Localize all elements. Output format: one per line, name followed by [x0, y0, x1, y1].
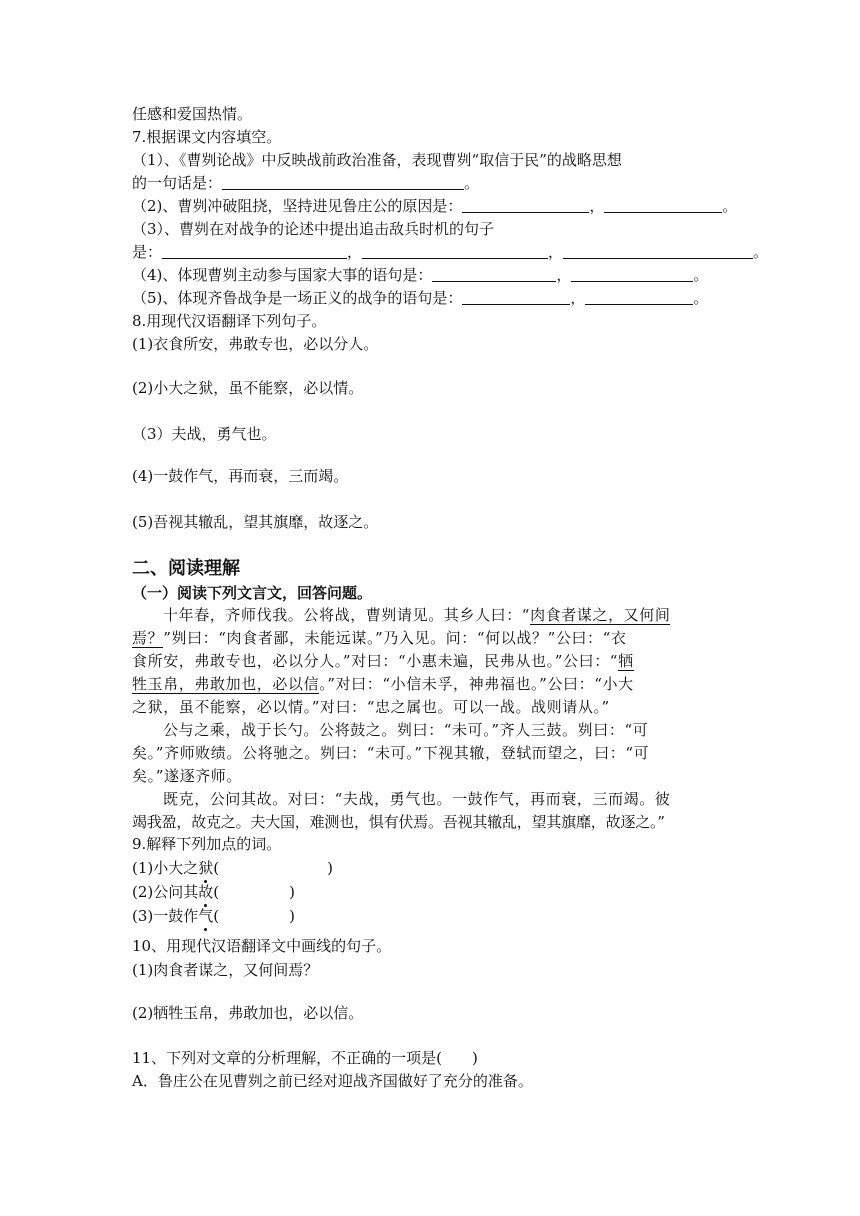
answer-blank[interactable]	[585, 289, 693, 305]
question-7-3-text: （3）、曹刿在对战争的论述中提出追击敌兵时机的句子	[132, 220, 495, 238]
passage-line: 矣。”齐师败绩。公将驰之。刿曰：“未可。”下视其辙，登轼而望之，曰：“可	[132, 744, 650, 762]
question-7-2	[132, 196, 737, 216]
passage-line	[132, 651, 634, 671]
question-7-4	[132, 265, 708, 285]
question-8-4: (4)一鼓作气，再而衰，三而竭。	[132, 467, 349, 485]
question-text: （2)、曹刿冲破阻挠，坚持进见鲁庄公的原因是：	[132, 197, 463, 215]
passage-text: 食所安，弗敢专也，必以分人。”对曰：“小惠未遍，民弗从也。”公曰：“	[132, 652, 619, 670]
question-9-2	[132, 882, 295, 902]
question-9-1	[132, 858, 333, 878]
answer-blank[interactable]	[222, 174, 464, 190]
dotted-word: 故	[198, 883, 214, 901]
passage-line: 既克，公问其故。对曰：“夫战，勇气也。一鼓作气，再而衰，三而竭。彼	[163, 790, 671, 808]
punctuation: 。	[753, 243, 769, 261]
answer-blank[interactable]	[571, 266, 693, 282]
dotted-word: 气	[198, 907, 214, 925]
punctuation: 。	[464, 174, 480, 192]
passage-text: ”刿曰：“肉食者鄙，未能远谋。”乃入见。问：“何以战？”公曰：“衣	[163, 629, 627, 647]
passage-line: 竭我盈，故克之。夫大国，难测也，惧有伏焉。吾视其辙乱，望其旗靡，故逐之。”	[132, 813, 665, 831]
paren-close: )	[289, 883, 295, 901]
question-10-1: (1)肉食者谋之，又何间焉？	[132, 961, 319, 979]
paren-close: )	[327, 859, 333, 877]
paren-open: (	[213, 907, 220, 925]
answer-blank[interactable]	[462, 197, 589, 213]
punctuation: 。	[722, 197, 738, 215]
section-heading: 二、阅读理解	[132, 558, 240, 579]
underlined-sentence: 牺	[618, 652, 634, 670]
passage-line: 之狱，虽不能察，必以情。”对曰：“忠之属也。可以一战。战则请从。”	[132, 698, 610, 716]
passage-line	[132, 628, 627, 648]
question-7-3-line2	[132, 242, 768, 262]
punctuation: 。	[693, 289, 709, 307]
passage-text: 十年春，齐师伐我。公将战，曹刿请见。其乡人曰：“	[163, 606, 531, 624]
question-7-1-line2	[132, 173, 479, 193]
question-text: （5)、体现齐鲁战争是一场正义的战争的语句是：	[132, 289, 463, 307]
question-10-title: 10、用现代汉语翻译文中画线的句子。	[132, 937, 392, 955]
answer-blank[interactable]	[162, 243, 347, 259]
answer-blank[interactable]	[362, 243, 548, 259]
question-7-title: 7.根据课文内容填空。	[132, 128, 282, 146]
passage-line	[132, 674, 634, 694]
question-11-title: 11、下列对文章的分析理解，不正确的一项是( )	[132, 1049, 478, 1067]
answer-blank[interactable]	[563, 243, 753, 259]
punctuation: ，	[556, 266, 572, 284]
question-text: 的一句话是：	[132, 174, 223, 192]
underlined-sentence: 焉？	[132, 629, 164, 647]
question-7-1-text: （1）、《曹刿论战》中反映战前政治准备，表现曹刿“取信于民”的战略思想	[132, 151, 622, 169]
paren-open: (	[213, 859, 220, 877]
question-text: (2)公问其	[132, 883, 199, 901]
question-8-3: （3）夫战，勇气也。	[132, 425, 277, 443]
question-9-3	[132, 906, 295, 926]
question-11-option-a: A．鲁庄公在见曹刿之前已经对迎战齐国做好了充分的准备。	[132, 1072, 533, 1090]
answer-blank[interactable]	[462, 289, 570, 305]
punctuation: ，	[570, 289, 586, 307]
underlined-sentence: 牲玉帛，弗敢加也，必以信	[132, 675, 320, 693]
question-7-5	[132, 288, 708, 308]
punctuation: 。	[693, 266, 709, 284]
passage-line: 公与之乘，战于长勺。公将鼓之。刿曰：“未可。”齐人三鼓。刿曰：“可	[163, 721, 649, 739]
passage-line: 矣。”遂逐齐师。	[132, 767, 242, 785]
question-8-title: 8.用现代汉语翻译下列句子。	[132, 312, 327, 330]
question-text: （4)、体现曹刿主动参与国家大事的语句是：	[132, 266, 433, 284]
paren-open: (	[213, 883, 220, 901]
question-text: (3)一鼓作	[132, 907, 199, 925]
question-text: 是：	[132, 243, 163, 261]
question-8-1: (1)衣食所安，弗敢专也，必以分人。	[132, 335, 379, 353]
punctuation: ，	[548, 243, 564, 261]
question-text: (1)小大之	[132, 859, 199, 877]
underlined-sentence: 肉食者谋之，又何间	[530, 606, 671, 624]
paren-close: )	[289, 907, 295, 925]
text-line: 任感和爱国热情。	[132, 105, 253, 123]
answer-blank[interactable]	[604, 197, 722, 213]
question-8-2: (2)小大之狱，虽不能察，必以情。	[132, 379, 364, 397]
dotted-word: 狱	[198, 859, 214, 877]
punctuation: ，	[589, 197, 605, 215]
passage-text: 。”对曰：“小信未孚，神弗福也。”公曰：“小大	[319, 675, 634, 693]
question-10-2: (2)牺牲玉帛，弗敢加也，必以信。	[132, 1004, 364, 1022]
question-8-5: (5)吾视其辙乱，望其旗靡，故逐之。	[132, 513, 379, 531]
punctuation: ，	[347, 243, 363, 261]
question-9-title: 9.解释下列加点的词。	[132, 835, 282, 853]
answer-blank[interactable]	[432, 266, 556, 282]
passage-line	[163, 605, 670, 625]
section-subheading: （一）阅读下列文言文，回答问题。	[132, 584, 373, 602]
